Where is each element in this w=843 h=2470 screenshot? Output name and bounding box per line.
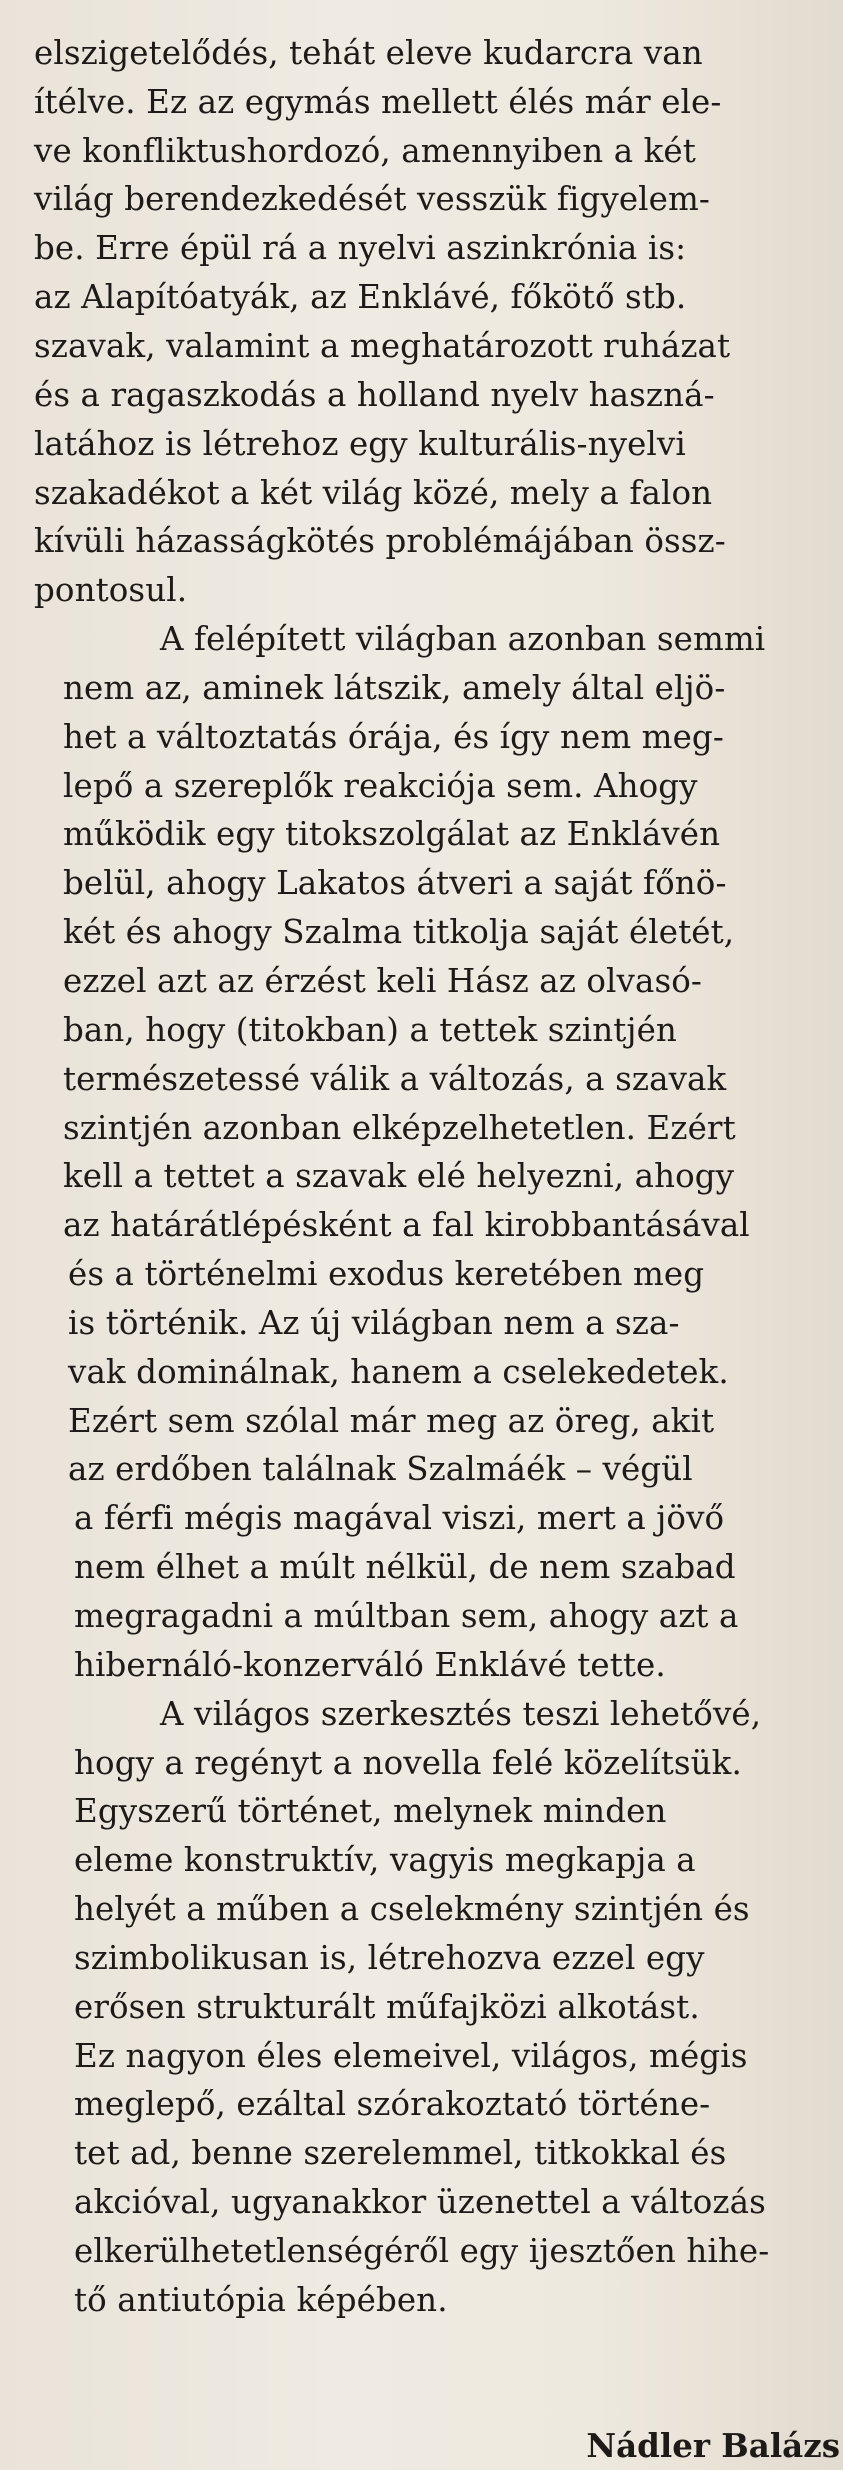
paragraph-first-line: A felépített világban azonban semmi	[160, 620, 766, 658]
text-line: helyét a műben a cselekmény szintjén és	[74, 1890, 750, 1928]
text-line: tet ad, benne szerelemmel, titkokkal és	[74, 2134, 727, 2172]
text-line: Ezért sem szólal már meg az öreg, akit	[68, 1402, 715, 1440]
text-line: elkerülhetetlenségéről egy ijesztően hihe-	[74, 2232, 770, 2270]
text-line: ítélve. Ez az egymás mellett élés már ele-	[34, 83, 722, 121]
text-line: két és ahogy Szalma titkolja saját életét,	[63, 913, 735, 951]
text-line: het a változtatás órája, és így nem meg-	[63, 718, 724, 756]
text-line: tő antiutópia képében.	[74, 2281, 448, 2319]
text-line: és a történelmi exodus keretében meg	[68, 1255, 705, 1293]
text-line: latához is létrehoz egy kulturális-nyelvi	[34, 425, 686, 463]
text-line: pontosul.	[34, 571, 188, 609]
text-line: világ berendezkedését vesszük figyelem-	[34, 180, 711, 218]
text-line: ban, hogy (titokban) a tettek szintjén	[63, 1011, 677, 1049]
text-line: természetessé válik a változás, a szavak	[63, 1060, 727, 1098]
text-line: és a ragaszkodás a holland nyelv haszná-	[34, 376, 715, 414]
text-line: szakadékot a két világ közé, mely a falon	[34, 474, 713, 512]
text-line: szimbolikusan is, létrehozva ezzel egy	[74, 1939, 705, 1977]
text-line: ezzel azt az érzést keli Hász az olvasó-	[63, 962, 703, 1000]
text-line: meglepő, ezáltal szórakoztató történe-	[74, 2085, 711, 2123]
text-line: az határátlépésként a fal kirobbantásával	[63, 1206, 750, 1244]
text-line: Egyszerű történet, melynek minden	[74, 1792, 667, 1830]
text-line: be. Erre épül rá a nyelvi aszinkrónia is:	[34, 229, 687, 267]
text-line: is történik. Az új világban nem a sza-	[68, 1304, 680, 1342]
text-line: Ez nagyon éles elemeivel, világos, mégis	[74, 2037, 748, 2075]
text-line: szavak, valamint a meghatározott ruházat	[34, 327, 731, 365]
text-line: szintjén azonban elképzelhetetlen. Ezért	[63, 1109, 736, 1147]
text-line: lepő a szereplők reakciója sem. Ahogy	[63, 767, 698, 805]
text-line: az Alapítóatyák, az Enklávé, főkötő stb.	[34, 278, 687, 316]
author-signature: Nádler Balázs	[586, 2426, 840, 2465]
text-line: megragadni a múltban sem, ahogy azt a	[74, 1597, 739, 1635]
text-line: a férfi mégis magával viszi, mert a jövő	[74, 1499, 725, 1537]
text-line: akcióval, ugyanakkor üzenettel a változás	[74, 2183, 766, 2221]
text-line: nem élhet a múlt nélkül, de nem szabad	[74, 1548, 736, 1586]
text-line: belül, ahogy Lakatos átveri a saját főnö-	[63, 864, 727, 902]
text-line: az erdőben találnak Szalmáék – végül	[68, 1450, 693, 1488]
text-line: működik egy titokszolgálat az Enklávén	[63, 815, 721, 853]
text-line: nem az, aminek látszik, amely által eljö-	[63, 669, 726, 707]
text-line: kívüli házasságkötés problémájában össz-	[34, 522, 726, 560]
paragraph-first-line: A világos szerkesztés teszi lehetővé,	[160, 1695, 762, 1733]
text-line: hibernáló-konzerváló Enklávé tette.	[74, 1646, 666, 1684]
text-line: eleme konstruktív, vagyis megkapja a	[74, 1841, 696, 1879]
text-line: ve konfliktushordozó, amennyiben a két	[34, 132, 696, 170]
text-line: kell a tettet a szavak elé helyezni, ahogy	[63, 1157, 735, 1195]
text-line: vak dominálnak, hanem a cselekedetek.	[68, 1353, 729, 1391]
text-line: elszigetelődés, tehát eleve kudarcra van	[34, 34, 703, 72]
text-line: erősen strukturált műfajközi alkotást.	[74, 1988, 700, 2026]
text-line: hogy a regényt a novella felé közelítsük.	[74, 1744, 742, 1782]
